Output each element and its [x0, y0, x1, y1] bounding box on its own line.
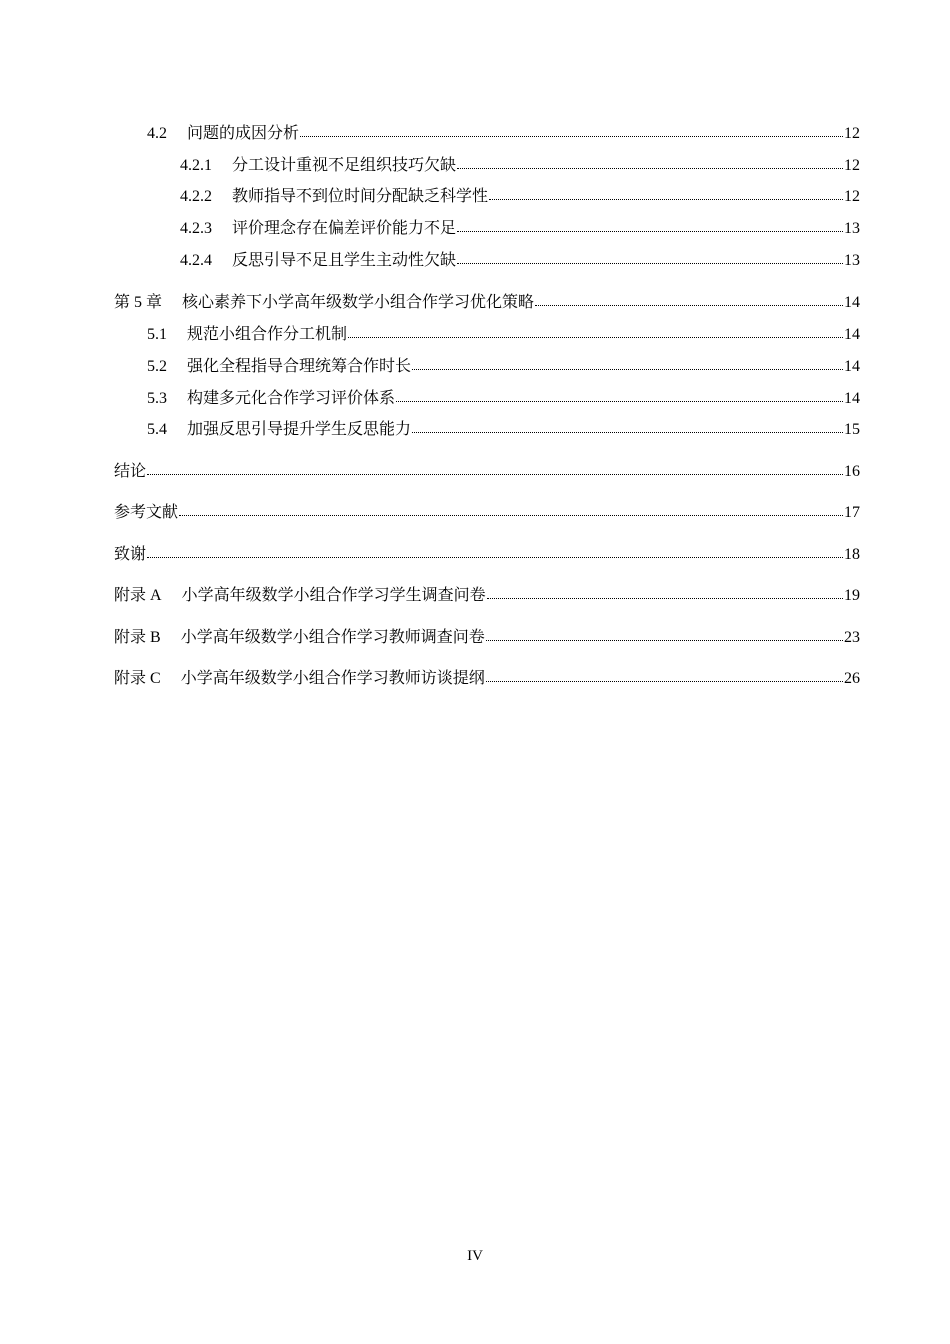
dot-leader	[396, 389, 843, 403]
toc-entry-page: 14	[844, 358, 860, 375]
toc-entry-title: 反思引导不足且学生主动性欠缺	[232, 250, 457, 269]
toc-entry-page: 14	[844, 294, 860, 311]
dot-leader	[486, 628, 843, 642]
toc-entry-page: 18	[844, 546, 860, 563]
toc-entry-appendix-b[interactable]	[114, 627, 860, 648]
toc-entry-title: 构建多元化合作学习评价体系	[187, 388, 396, 407]
toc-entry-page: 12	[844, 157, 860, 174]
toc-entry-title: 规范小组合作分工机制	[187, 324, 348, 343]
toc-entry-page: 13	[844, 220, 860, 237]
toc-entry-page: 15	[844, 421, 860, 438]
dot-leader	[179, 503, 843, 517]
toc-entry-title: 小学高年级数学小组合作学习学生调查问卷	[181, 585, 486, 604]
toc-entry-page: 14	[844, 390, 860, 407]
toc-entry-page: 13	[844, 252, 860, 269]
toc-entry-4-2-1[interactable]	[180, 155, 860, 176]
dot-leader	[457, 251, 843, 265]
toc-entry-number: 附录 C	[114, 670, 161, 687]
dot-leader	[147, 545, 843, 559]
dot-leader	[457, 219, 843, 233]
toc-entry-page: 26	[844, 670, 860, 687]
toc-entry-title: 参考文献	[114, 502, 179, 521]
toc-entry-title: 致谢	[114, 544, 147, 563]
toc-entry-page: 14	[844, 326, 860, 343]
page-number: IV	[467, 1248, 483, 1264]
toc-entry-acknowledgements[interactable]	[114, 544, 860, 565]
toc-entry-number: 附录 A	[114, 587, 162, 604]
toc-entry-appendix-a[interactable]	[114, 585, 860, 606]
toc-entry-number: 附录 B	[114, 629, 161, 646]
toc-entry-title: 教师指导不到位时间分配缺乏科学性	[232, 186, 489, 205]
toc-entry-title: 评价理念存在偏差评价能力不足	[232, 218, 457, 237]
toc-entry-page: 17	[844, 504, 860, 521]
toc-entry-page: 12	[844, 188, 860, 205]
dot-leader	[457, 156, 843, 170]
toc-entry-5-4[interactable]	[147, 419, 860, 440]
toc-entry-number: 5.2	[147, 358, 167, 375]
dot-leader	[535, 293, 843, 307]
toc-entry-4-2-2[interactable]	[180, 186, 860, 207]
toc-entry-title: 小学高年级数学小组合作学习教师调查问卷	[180, 627, 485, 646]
toc-entry-appendix-c[interactable]	[114, 668, 860, 689]
toc-entry-title: 结论	[114, 461, 147, 480]
dot-leader	[489, 187, 843, 201]
dot-leader	[147, 462, 843, 476]
toc-entry-5-2[interactable]	[147, 356, 860, 377]
dot-leader	[412, 420, 843, 434]
toc-entry-title: 小学高年级数学小组合作学习教师访谈提纲	[180, 668, 485, 687]
toc-entry-number: 4.2.4	[180, 252, 212, 269]
toc-entry-5-1[interactable]	[147, 324, 860, 345]
toc-entry-title: 问题的成因分析	[187, 123, 300, 142]
dot-leader	[487, 586, 843, 600]
toc-entry-title: 分工设计重视不足组织技巧欠缺	[232, 155, 457, 174]
toc-entry-number: 第 5 章	[114, 294, 163, 311]
toc-entry-page: 19	[844, 587, 860, 604]
toc-entry-page: 16	[844, 463, 860, 480]
toc-entry-references[interactable]	[114, 502, 860, 523]
toc-entry-conclusion[interactable]	[114, 461, 860, 482]
toc-entry-page: 12	[844, 125, 860, 142]
toc-entry-chapter-5[interactable]	[114, 292, 860, 313]
toc-entry-4-2[interactable]	[147, 123, 860, 144]
toc-entry-number: 4.2.2	[180, 188, 212, 205]
toc-entry-title: 加强反思引导提升学生反思能力	[187, 419, 412, 438]
toc-entry-number: 5.3	[147, 390, 167, 407]
toc-entry-number: 5.4	[147, 421, 167, 438]
toc-entry-number: 5.1	[147, 326, 167, 343]
toc-entry-number: 4.2.1	[180, 157, 212, 174]
toc-entry-4-2-4[interactable]	[180, 250, 860, 271]
dot-leader	[412, 357, 843, 371]
dot-leader	[486, 669, 843, 683]
toc-entry-4-2-3[interactable]	[180, 218, 860, 239]
toc-entry-title: 核心素养下小学高年级数学小组合作学习优化策略	[182, 292, 535, 311]
toc-entry-title: 强化全程指导合理统筹合作时长	[187, 356, 412, 375]
dot-leader	[300, 124, 843, 138]
toc-entry-5-3[interactable]	[147, 388, 860, 409]
dot-leader	[348, 325, 843, 339]
toc-entry-number: 4.2	[147, 125, 167, 142]
toc-entry-number: 4.2.3	[180, 220, 212, 237]
toc-entry-page: 23	[844, 629, 860, 646]
